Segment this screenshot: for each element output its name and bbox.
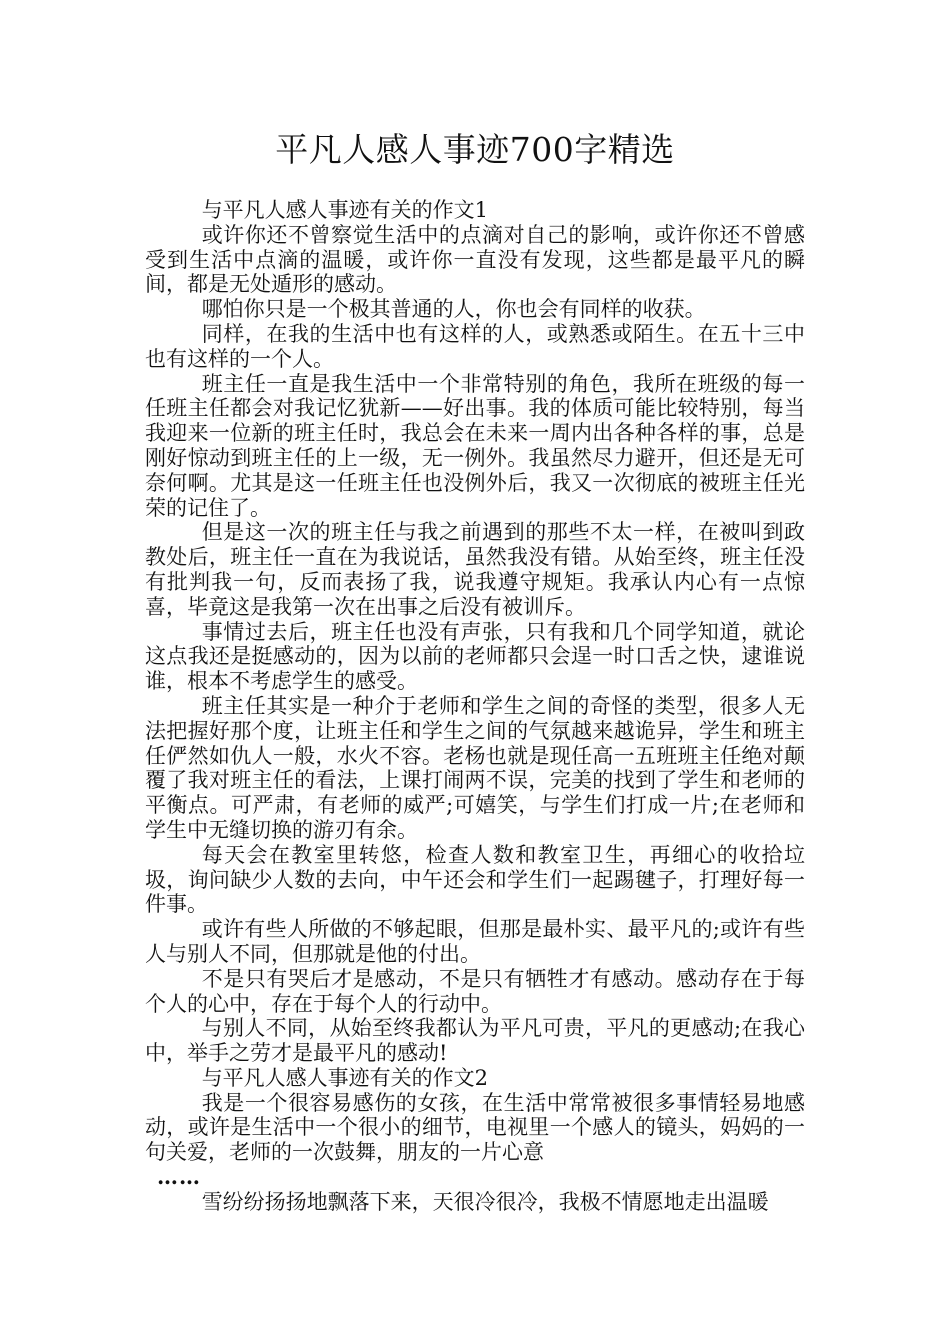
paragraph: 与别人不同，从始至终我都认为平凡可贵，平凡的更感动;在我心中，举手之劳才是最平凡的感动! <box>145 1016 805 1066</box>
paragraph: 雪纷纷扬扬地飘落下来，天很冷很冷，我极不情愿地走出温暖 <box>201 1189 769 1214</box>
document-title: 平凡人感人事迹700字精选 <box>275 130 675 169</box>
paragraph: 或许你还不曾察觉生活中的点滴对自己的影响，或许你还不曾感受到生活中点滴的温暖，或许你一直没有发现，这些都是最平凡的瞬间，都是无处遁形的感动。 <box>145 222 805 297</box>
essay-heading-1: 与平凡人感人事迹有关的作文1 <box>201 198 489 222</box>
paragraph: 不是只有哭后才是感动，不是只有牺牲才有感动。感动存在于每个人的心中，存在于每个人的行动中。 <box>145 966 805 1016</box>
paragraph: 但是这一次的班主任与我之前遇到的那些不太一样，在被叫到政教处后，班主任一直在为我说话，虽然我没有错。从始至终，班主任没有批判我一句，反而表扬了我，说我遵守规矩。我承认内心有一点惊喜，毕竟这是我第一次在出事之后没有被训斥。 <box>145 520 805 619</box>
ellipsis: …… <box>157 1164 201 1190</box>
paragraph: 班主任一直是我生活中一个非常特别的角色，我所在班级的每一任班主任都会对我记忆犹新——好出事。我的体质可能比较特别，每当我迎来一位新的班主任时，我总会在未来一周内出各种各样的事，总是刚好惊动到班主任的上一级，无一例外。我虽然尽力避开，但还是无可奈何啊。尤其是这一任班主任也没例外后，我又一次彻底的被班主任光荣的记住了。 <box>145 371 805 520</box>
paragraph: 每天会在教室里转悠，检查人数和教室卫生，再细心的收拾垃圾，询问缺少人数的去向，中午还会和学生们一起踢毽子，打理好每一件事。 <box>145 842 805 917</box>
paragraph: 事情过去后，班主任也没有声张，只有我和几个同学知道，就论这点我还是挺感动的，因为以前的老师都只会逞一时口舌之快，逮谁说谁，根本不考虑学生的感受。 <box>145 619 805 694</box>
paragraph: 哪怕你只是一个极其普通的人，你也会有同样的收获。 <box>201 297 706 322</box>
paragraph: 或许有些人所做的不够起眼，但那是最朴实、最平凡的;或许有些人与别人不同，但那就是他的付出。 <box>145 917 805 966</box>
paragraph: 班主任其实是一种介于老师和学生之间的奇怪的类型，很多人无法把握好那个度，让班主任和学生之间的气氛越来越诡异，学生和班主任俨然如仇人一般，水火不容。老杨也就是现任高一五班班主任绝对颠覆了我对班主任的看法，上课打闹两不误，完美的找到了学生和老师的平衡点。可严肃，有老师的威严;可嬉笑，与学生们打成一片;在老师和学生中无缝切换的游刃有余。 <box>145 693 805 842</box>
paragraph: 同样，在我的生活中也有这样的人，或熟悉或陌生。在五十三中也有这样的一个人。 <box>145 321 805 371</box>
paragraph: 我是一个很容易感伤的女孩，在生活中常常被很多事情轻易地感动，或许是生活中一个很小的细节，电视里一个感人的镜头，妈妈的一句关爱，老师的一次鼓舞，朋友的一片心意 <box>145 1090 805 1165</box>
document-body <box>145 198 805 1215</box>
essay-heading-2: 与平凡人感人事迹有关的作文2 <box>201 1065 489 1090</box>
